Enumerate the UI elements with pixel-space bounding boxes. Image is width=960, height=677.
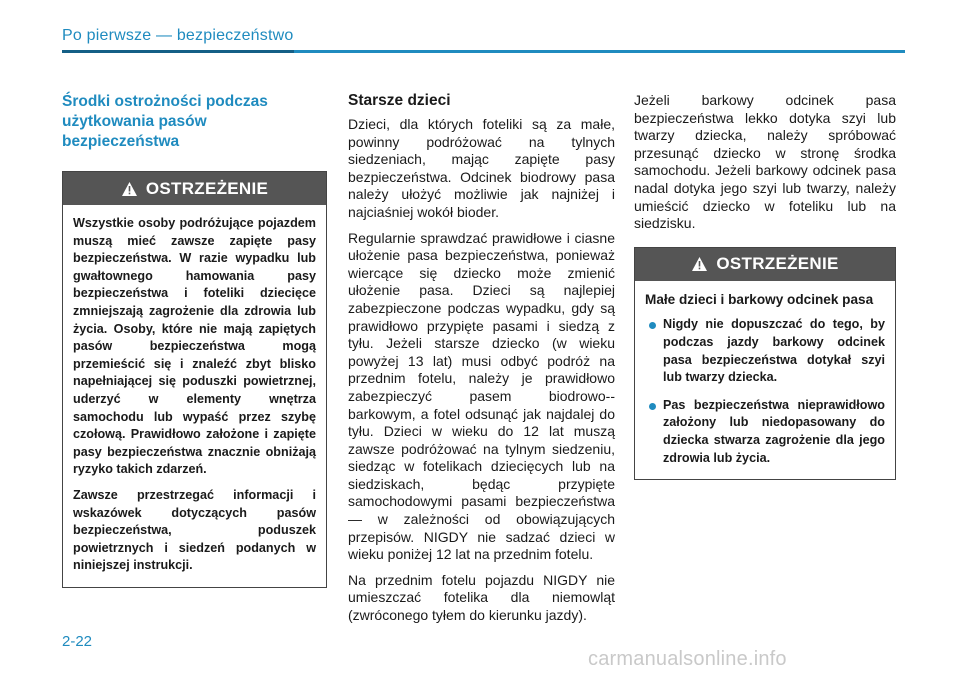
section-title (62, 92, 327, 152)
body-paragraph: Dzieci, dla których foteliki są za małe, powinny podróżować na tylnych siedzeniach, mając zapięte pasy bezpieczeństwa. Odcinek biodrowy pasa należy ułożyć możliwie jak najniżej i najciaśniej wokół bioder. (348, 116, 615, 220)
bullet-icon (649, 403, 656, 410)
page-number: 2-22 (62, 633, 93, 650)
warning-body (63, 205, 326, 587)
middle-column (348, 92, 615, 633)
body-paragraph: Jeżeli barkowy odcinek pasa bezpieczeństwa lekko dotyka szyi lub twarzy dziecka, należy spróbować przesunąć dziecko w stronę środka samochodu. Jeżeli barkowy odcinek pasa nadal dotyka jego szyi lub twarzy, należy umieścić dziecko w foteliku lub na siedzisku. (634, 92, 896, 232)
watermark: carmanualsonline.info (588, 648, 787, 670)
warning-paragraph: Zawsze przestrzegać informacji i wskazówek dotyczących pasów bezpieczeństwa, poduszek powietrznych i siedzeń podanych w niniejszej instrukcji. (73, 487, 316, 573)
left-column (62, 92, 327, 588)
section-header-title: Po pierwsze — bezpieczeństwo (62, 27, 294, 44)
warning-header (63, 172, 326, 205)
warning-label: OSTRZEŻENIE (145, 178, 269, 198)
bullet-text: Nigdy nie dopuszczać do tego, by podczas jazdy barkowy odcinek pasa bezpieczeństwa dotykał szyi lub twarzy dziecka. (663, 317, 885, 385)
warning-triangle-icon (691, 256, 708, 272)
header-rule-accent (62, 50, 294, 53)
body-paragraph: Regularnie sprawdzać prawidłowe i ciasne ułożenie pasa bezpieczeństwa, ponieważ wiercące się dziecko może zmienić ułożenie pasa. Dzieci są najlepiej zabezpieczone podczas wypadku, gdy są prawidłowo przypięte pasami i siedzą z tyłu. Jeżeli starsze dziecko (w wieku powyżej 13 lat) musi odbyć podróż na przednim fotelu, należy je prawidłowo zabezpieczyć pasem biodrowo--barkowym, a fotel odsunąć jak najdalej do tyłu. Dzieci w wieku do 12 lat muszą zawsze podróżować na tylnym siedzeniu, siedząc w fotelikach dziecięcych lub na siedziskach, będąc przypięte samochodowymi pasami bezpieczeństwa — w zależności od obowiązujących przepisów. NIGDY nie sadzać dzieci w wieku poniżej 12 lat na przednim fotelu. (348, 229, 615, 563)
subsection-heading: Starsze dzieci (348, 92, 451, 109)
right-column (634, 92, 896, 480)
warning-header (635, 248, 895, 281)
warning-label: OSTRZEŻENIE (716, 254, 839, 274)
body-paragraph: Na przednim fotelu pojazdu NIGDY nie umieszczać fotelika dla niemowląt (zwróconego tyłem do kierunku jazdy). (348, 571, 615, 624)
bullet-text: Pas bezpieczeństwa nieprawidłowo założony lub niedopasowany do dziecka stwarza zagrożenie dla jego zdrowia lub życia. (663, 397, 885, 465)
body-text (634, 92, 896, 233)
warning-paragraph: Wszystkie osoby podróżujące pojazdem muszą mieć zawsze zapięte pasy bezpieczeństwa. W razie wypadku lub gwałtownego hamowania pasy bezpieczeństwa i foteliki dziecięce zmniejszają zagrożenie dla zdrowia lub życia. Osoby, które nie mają zapiętych pasów bezpieczeństwa mogą przemieścić się i znaleźć zbyt blisko napełniającej się poduszki powietrznej, uderzyć w elementy wnętrza samochodu lub wypaść przez szybę czołową. Prawidłowo założone i zapięte pasy bezpieczeństwa znacznie obniżają ryzyko takich zdarzeń. (73, 216, 316, 477)
warning-body (635, 281, 895, 479)
warning-bullet-item (645, 397, 885, 467)
warning-subheading: Małe dzieci i barkowy odcinek pasa (645, 291, 874, 307)
section-title-line: Środki ostrożności podczas (62, 93, 268, 110)
warning-bullet-item (645, 316, 885, 386)
warning-box (62, 171, 327, 588)
warning-box (634, 247, 896, 480)
warning-bullet-list (645, 316, 885, 467)
body-text (348, 116, 615, 625)
section-title-line: użytkowania pasów bezpieczeństwa (62, 113, 207, 150)
bullet-icon (649, 322, 656, 329)
warning-triangle-icon (121, 181, 138, 197)
